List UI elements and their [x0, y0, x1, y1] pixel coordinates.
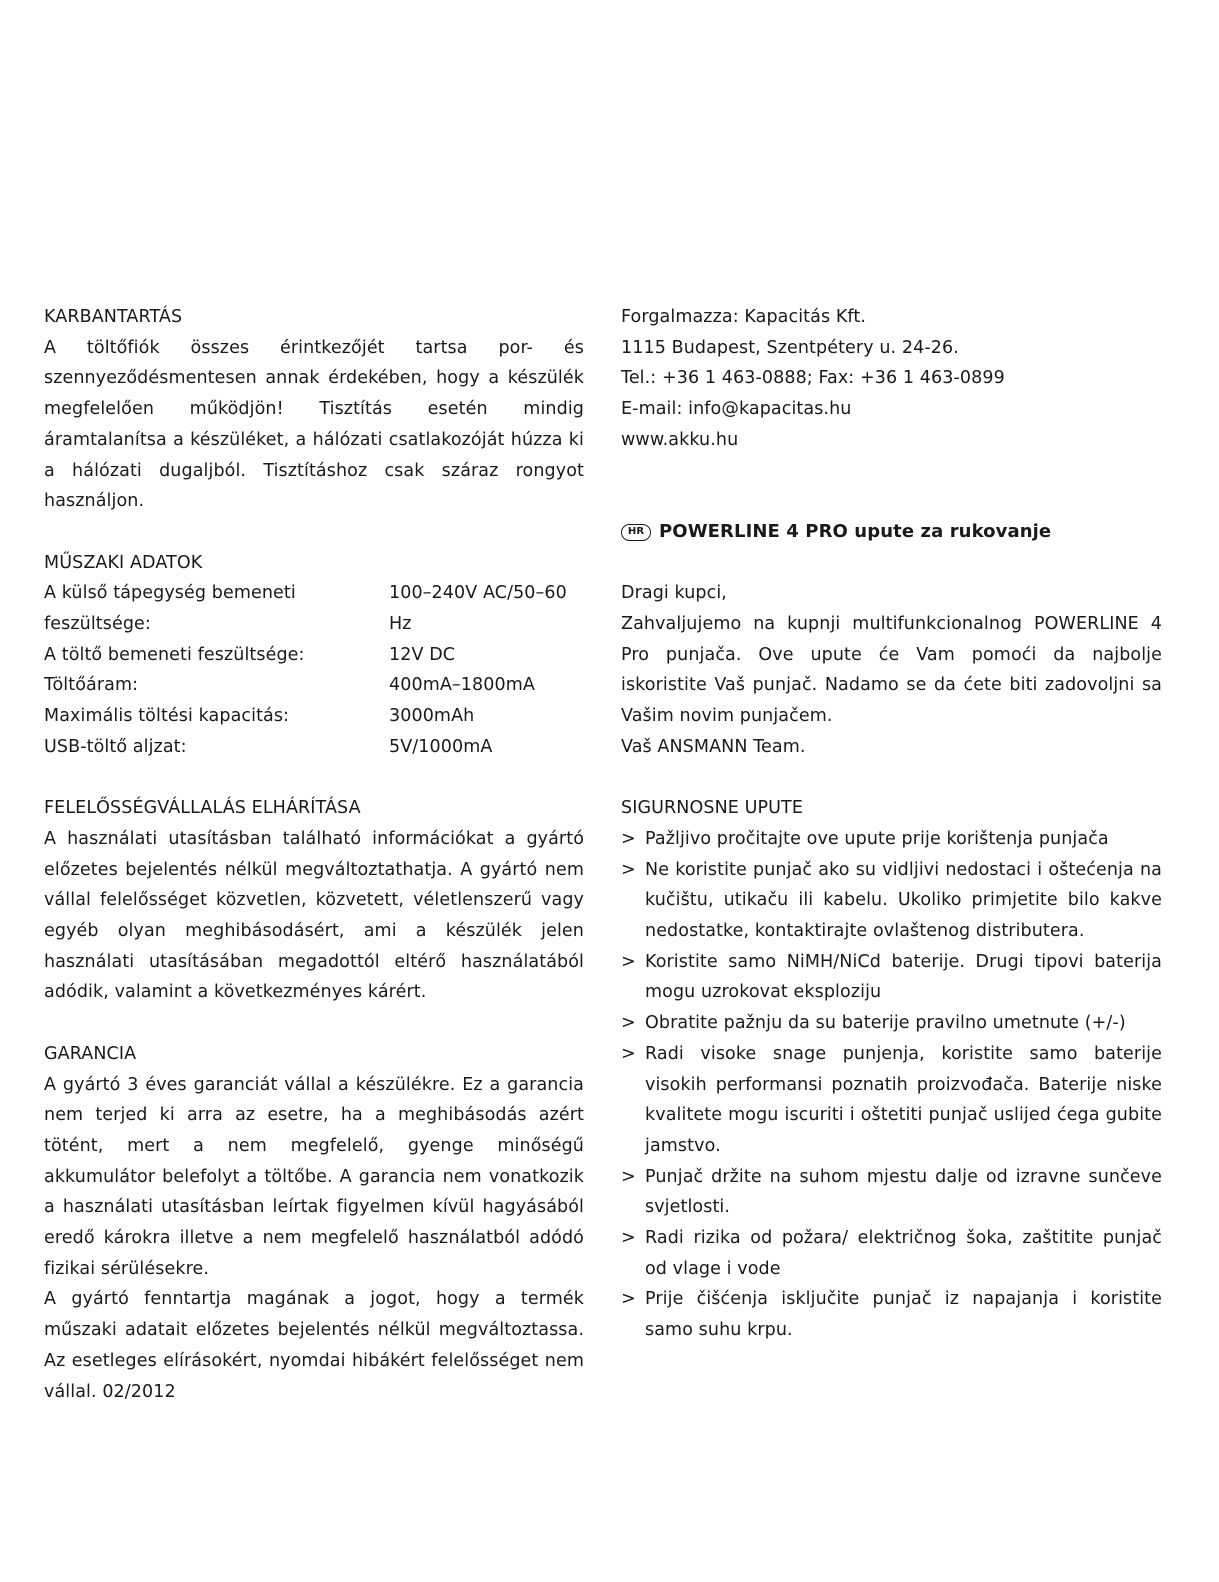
spec-row — [44, 732, 584, 763]
intro-text: Zahvaljujemo na kupnji multifunkcionalnog POWERLINE 4 Pro punjača. Ove upute će Vam pomoći da najbolje iskoristite Vaš punjač. Nadamo se da ćete biti zadovoljni sa Vašim novim punjačem. — [621, 613, 1162, 727]
safety-section — [621, 793, 1162, 1346]
list-item-text: Radi rizika od požara/ električnog šoka, zaštitite punjač od vlage i vode — [645, 1228, 1162, 1279]
list-item-text: Ne koristite punjač ako su vidljivi nedostaci i oštećenja na kučištu, utikaču ili kabelu. Ukoliko primjetite bilo kakve nedostatke, kontaktirajte ovlaštenog distributera. — [645, 859, 1162, 941]
maintenance-text: A töltőfiók összes érintkezőjét tartsa por- és szennyeződésmentesen annak érdekében, hogy a készülék megfelelően működjön! Tisztítás esetén mindig áramtalanítsa a készüléket, a hálózati csatlakozóját húzza ki a hálózati dugaljból. Tisztításhoz csak száraz rongyot használjon. — [44, 337, 584, 512]
intro-block — [621, 578, 1162, 762]
warranty-heading: GARANCIA — [44, 1043, 137, 1064]
list-item-text: Prije čišćenja isključite punjač iz napajanja i koristite samo suhu krpu. — [645, 1289, 1162, 1341]
specs-section — [44, 548, 584, 763]
bullet-marker: > — [621, 1228, 636, 1249]
list-item-text: Koristite samo NiMH/NiCd baterije. Drugi tipovi baterija mogu uzrokovat eksploziju — [645, 951, 1162, 1003]
section-title — [621, 517, 1162, 548]
spec-value: 5V/1000mA — [389, 736, 493, 757]
spec-label: USB-töltő aljzat: — [44, 736, 187, 757]
maintenance-section — [44, 302, 584, 517]
list-item — [621, 1223, 1162, 1284]
left-column — [44, 302, 584, 1407]
bullet-marker: > — [621, 1043, 636, 1064]
disclaimer-section — [44, 793, 584, 1008]
spec-row — [44, 578, 584, 639]
list-item — [621, 1008, 1162, 1039]
list-item-text: Pažljivo pročitajte ove upute prije korištenja punjača — [645, 828, 1109, 849]
list-item — [621, 1039, 1162, 1162]
spec-row — [44, 670, 584, 701]
spec-label: Maximális töltési kapacitás: — [44, 706, 290, 727]
distributor-address: 1115 Budapest, Szentpétery u. 24-26. — [621, 337, 959, 358]
maintenance-heading: KARBANTARTÁS — [44, 307, 183, 327]
list-item — [621, 1284, 1162, 1345]
spec-value: 3000mAh — [389, 706, 475, 727]
right-column — [621, 302, 1162, 1346]
list-item — [621, 855, 1162, 947]
list-item-text: Radi visoke snage punjenja, koristite samo baterije visokih performansi poznatih proizvođača. Baterije niske kvalitete mogu iscuriti i oštetiti punjač uslijed ćega gubite jamstvo. — [645, 1043, 1162, 1156]
spec-label: A töltő bemeneti feszültsége: — [44, 644, 305, 665]
intro-signature: Vaš ANSMANN Team. — [621, 736, 806, 757]
spec-value: 100–240V AC/50–60 Hz — [389, 583, 567, 635]
list-item-text: Punjač držite na suhom mjestu dalje od izravne sunčeve svjetlosti. — [645, 1166, 1162, 1218]
spec-label: Töltőáram: — [44, 675, 139, 696]
bullet-marker: > — [621, 859, 636, 880]
bullet-marker: > — [621, 828, 636, 849]
spec-value: 12V DC — [389, 644, 456, 665]
bullet-marker: > — [621, 1166, 636, 1187]
specs-heading: MŰSZAKI ADATOK — [44, 552, 203, 573]
disclaimer-heading: FELELŐSSÉGVÁLLALÁS ELHÁRÍTÁSA — [44, 798, 361, 819]
list-item — [621, 1162, 1162, 1223]
spec-label: A külső tápegység bemeneti feszültsége: — [44, 583, 296, 635]
warranty-text: A gyártó 3 éves garanciát vállal a készülékre. Ez a garancia nem terjed ki arra az esetre, ha a meghibásodás azért tötént, mert a nem megfelelő, gyenge minőségű akkumulátor belefolyt a töltőbe. A garancia nem vonatkozik a használati utasításban leírtak figyelmen kívül hagyásából eredő károkra illetve a nem megfelelő használatból adódó fizikai sérülésekre. — [44, 1074, 584, 1279]
list-item — [621, 947, 1162, 1008]
intro-greeting: Dragi kupci, — [621, 583, 727, 604]
language-badge-icon: HR — [621, 524, 651, 541]
distributor-block — [621, 302, 1162, 456]
spec-row — [44, 701, 584, 732]
list-item-text: Obratite pažnju da su baterije pravilno umetnute (+/-) — [645, 1013, 1126, 1034]
bullet-marker: > — [621, 1289, 636, 1310]
distributor-email: E-mail: info@kapacitas.hu — [621, 399, 852, 420]
safety-list — [621, 824, 1162, 1346]
distributor-website: www.akku.hu — [621, 429, 739, 450]
warranty-text-2: A gyártó fenntartja magának a jogot, hogy a termék műszaki adatait előzetes bejelentés nélkül megváltoztassa. Az esetleges elírásokért, nyomdai hibákért felelősséget nem vállal. 02/2012 — [44, 1289, 584, 1402]
spec-row — [44, 640, 584, 671]
distributor-phone: Tel.: +36 1 463-0888; Fax: +36 1 463-0899 — [621, 368, 1005, 389]
bullet-marker: > — [621, 951, 636, 972]
disclaimer-text: A használati utasításban található információkat a gyártó előzetes bejelentés nélkül megváltoztathatja. A gyártó nem vállal felelősséget közvetlen, közvetett, véletlenszerű vagy egyéb olyan meghibásodásért, ami a készülék jelen használati utasításában megadottól eltérő használatából adódik, valamint a következményes kárért. — [44, 828, 584, 1003]
list-item — [621, 824, 1162, 855]
section-title-text: POWERLINE 4 PRO upute za rukovanje — [659, 520, 1052, 542]
bullet-marker: > — [621, 1013, 636, 1034]
safety-heading: SIGURNOSNE UPUTE — [621, 798, 804, 819]
distributor-name: Forgalmazza: Kapacitás Kft. — [621, 307, 866, 327]
spec-value: 400mA–1800mA — [389, 675, 535, 696]
warranty-section — [44, 1039, 584, 1407]
